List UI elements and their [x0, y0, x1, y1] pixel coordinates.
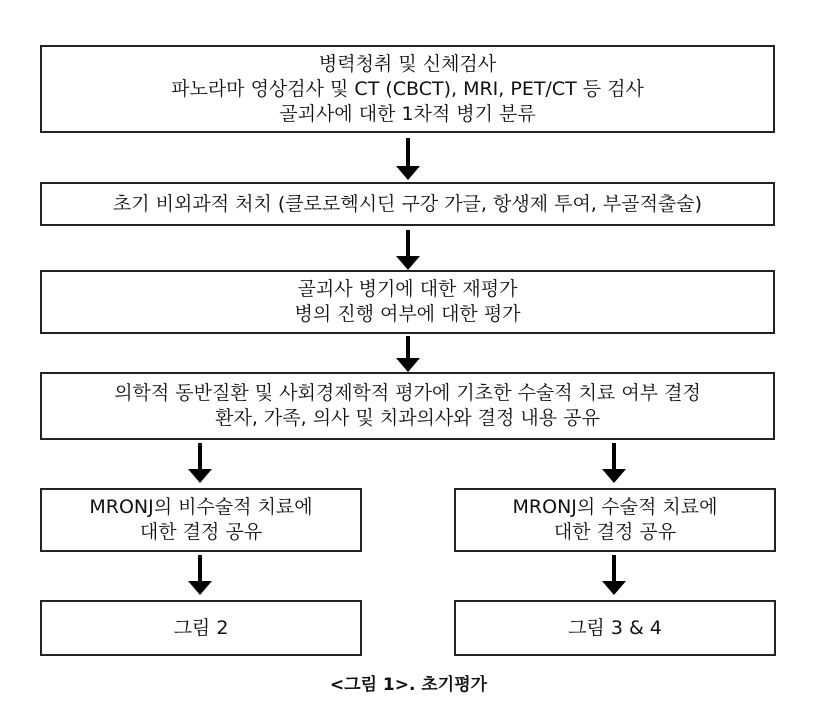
decision-surgical [454, 488, 776, 552]
arrow-down-icon [602, 443, 626, 483]
arrow-down-icon [396, 336, 420, 372]
step-initial-nonsurgical-treatment [40, 182, 775, 226]
decision-nonsurgical-line1: MRONJ의 비수술적 치료에 [89, 496, 313, 518]
step-surgical-decision-line2: 환자, 가족, 의사 및 치과의사와 결정 내용 공유 [215, 407, 600, 429]
decision-surgical-line2: 대한 결정 공유 [553, 521, 677, 543]
arrow-down-icon [396, 230, 420, 270]
step-initial-nonsurgical-treatment-line1: 초기 비외과적 처치 (클로로헥시딘 구강 가글, 항생제 투여, 부골적출술) [112, 192, 703, 215]
step-restaging [40, 270, 775, 334]
arrow-down-icon [188, 555, 212, 595]
decision-nonsurgical-line2: 대한 결정 공유 [139, 521, 263, 543]
reference-figure-2-label: 그림 2 [173, 616, 229, 639]
step-restaging-line1: 골괴사 병기에 대한 재평가 [297, 278, 518, 300]
reference-figure-3-4-label: 그림 3 & 4 [568, 616, 662, 639]
step-initial-examination-line3: 골괴사에 대한 1차적 병기 분류 [279, 102, 536, 125]
step-surgical-decision [40, 372, 775, 440]
reference-figure-2 [40, 600, 362, 656]
step-initial-examination-line2: 파노라마 영상검사 및 CT (CBCT), MRI, PET/CT 등 검사 [171, 77, 644, 100]
decision-nonsurgical [40, 488, 362, 552]
reference-figure-3-4 [454, 600, 776, 656]
step-initial-examination-line1: 병력청취 및 신체검사 [318, 52, 497, 75]
arrow-down-icon [396, 138, 420, 180]
arrow-down-icon [188, 443, 212, 483]
step-restaging-line2: 병의 진행 여부에 대한 평가 [294, 303, 521, 325]
arrow-down-icon [602, 555, 626, 595]
step-surgical-decision-line1: 의학적 동반질환 및 사회경제학적 평가에 기초한 수술적 치료 여부 결정 [114, 382, 701, 404]
figure-caption: <그림 1>. 초기평가 [329, 675, 488, 695]
decision-surgical-line1: MRONJ의 수술적 치료에 [512, 496, 718, 518]
step-initial-examination [40, 45, 775, 133]
